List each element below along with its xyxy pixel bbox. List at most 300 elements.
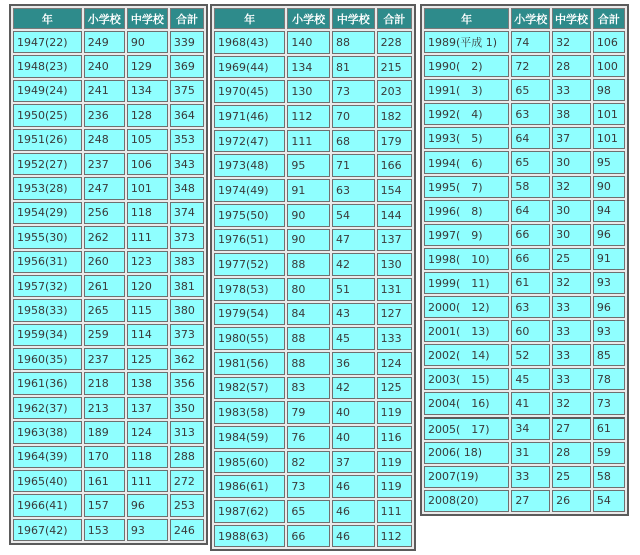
elementary-count-cell: 41 bbox=[511, 392, 550, 414]
elementary-count-cell: 79 bbox=[287, 401, 330, 424]
total-count-cell: 383 bbox=[170, 251, 204, 273]
total-count-cell: 369 bbox=[170, 55, 204, 77]
total-header: 合計 bbox=[170, 8, 204, 29]
junior-high-count-cell: 73 bbox=[332, 80, 375, 103]
table-row bbox=[214, 352, 412, 375]
junior-high-count-cell: 36 bbox=[332, 352, 375, 375]
elementary-count-cell: 237 bbox=[84, 348, 125, 370]
elementary-count-cell: 61 bbox=[511, 272, 550, 294]
junior-high-count-cell: 47 bbox=[332, 229, 375, 252]
year-cell: 1961(36) bbox=[13, 372, 82, 394]
table-row bbox=[13, 202, 204, 224]
elementary-count-cell: 65 bbox=[511, 79, 550, 101]
year-cell: 1947(22) bbox=[13, 31, 82, 53]
junior-high-count-cell: 26 bbox=[552, 490, 591, 512]
elementary-count-cell: 76 bbox=[287, 426, 330, 449]
junior-high-count-cell: 46 bbox=[332, 500, 375, 523]
junior-high-count-cell: 105 bbox=[127, 129, 168, 151]
total-count-cell: 73 bbox=[593, 392, 625, 414]
total-count-cell: 101 bbox=[593, 127, 625, 149]
total-count-cell: 364 bbox=[170, 104, 204, 126]
total-count-cell: 133 bbox=[377, 327, 412, 350]
total-count-cell: 179 bbox=[377, 130, 412, 153]
elementary-count-cell: 262 bbox=[84, 226, 125, 248]
junior-high-count-cell: 45 bbox=[332, 327, 375, 350]
junior-high-count-cell: 30 bbox=[552, 200, 591, 222]
year-cell: 2000( 12) bbox=[424, 296, 509, 318]
junior-high-count-cell: 129 bbox=[127, 55, 168, 77]
total-count-cell: 93 bbox=[593, 272, 625, 294]
junior-high-count-cell: 33 bbox=[552, 368, 591, 390]
total-count-cell: 288 bbox=[170, 446, 204, 468]
junior-high-count-cell: 88 bbox=[332, 31, 375, 54]
elementary-count-cell: 84 bbox=[287, 303, 330, 326]
junior-high-count-cell: 63 bbox=[332, 179, 375, 202]
table-header bbox=[13, 8, 204, 29]
junior-high-count-cell: 33 bbox=[552, 344, 591, 366]
elementary-count-cell: 90 bbox=[287, 229, 330, 252]
year-cell: 1996( 8) bbox=[424, 200, 509, 222]
total-count-cell: 373 bbox=[170, 226, 204, 248]
total-count-cell: 130 bbox=[377, 253, 412, 276]
year-cell: 1949(24) bbox=[13, 80, 82, 102]
junior-high-count-cell: 33 bbox=[552, 296, 591, 318]
elementary-count-cell: 80 bbox=[287, 278, 330, 301]
year-cell: 2007(19) bbox=[424, 466, 509, 488]
junior-high-count-cell: 134 bbox=[127, 80, 168, 102]
junior-high-count-cell: 118 bbox=[127, 446, 168, 468]
total-count-cell: 137 bbox=[377, 229, 412, 252]
table-row bbox=[424, 296, 625, 318]
year-cell: 1958(33) bbox=[13, 299, 82, 321]
total-count-cell: 313 bbox=[170, 421, 204, 443]
table-row bbox=[13, 397, 204, 419]
total-count-cell: 119 bbox=[377, 451, 412, 474]
elementary-count-cell: 34 bbox=[511, 417, 550, 440]
elementary-count-cell: 134 bbox=[287, 56, 330, 79]
elementary-count-cell: 88 bbox=[287, 327, 330, 350]
table-row bbox=[214, 426, 412, 449]
junior-high-count-cell: 101 bbox=[127, 177, 168, 199]
elementary-count-cell: 157 bbox=[84, 494, 125, 516]
table-row bbox=[214, 179, 412, 202]
table-row bbox=[13, 104, 204, 126]
elementary-count-cell: 27 bbox=[511, 490, 550, 512]
year-header: 年 bbox=[424, 8, 509, 29]
elementary-count-cell: 72 bbox=[511, 55, 550, 77]
year-cell: 1999( 11) bbox=[424, 272, 509, 294]
year-cell: 1962(37) bbox=[13, 397, 82, 419]
table-row bbox=[424, 248, 625, 270]
year-cell: 1969(44) bbox=[214, 56, 285, 79]
junior-high-header: 中学校 bbox=[127, 8, 168, 29]
elementary-count-cell: 218 bbox=[84, 372, 125, 394]
junior-high-count-cell: 33 bbox=[552, 320, 591, 342]
table-row bbox=[214, 451, 412, 474]
total-count-cell: 85 bbox=[593, 344, 625, 366]
year-cell: 1997( 9) bbox=[424, 224, 509, 246]
junior-high-count-cell: 114 bbox=[127, 324, 168, 346]
table-row bbox=[13, 80, 204, 102]
elementary-count-cell: 241 bbox=[84, 80, 125, 102]
table-row bbox=[424, 466, 625, 488]
total-count-cell: 339 bbox=[170, 31, 204, 53]
junior-high-count-cell: 25 bbox=[552, 466, 591, 488]
year-cell: 1951(26) bbox=[13, 129, 82, 151]
junior-high-count-cell: 70 bbox=[332, 105, 375, 128]
total-count-cell: 59 bbox=[593, 442, 625, 464]
junior-high-count-cell: 68 bbox=[332, 130, 375, 153]
elementary-count-cell: 261 bbox=[84, 275, 125, 297]
year-cell: 1977(52) bbox=[214, 253, 285, 276]
total-count-cell: 119 bbox=[377, 475, 412, 498]
total-count-cell: 375 bbox=[170, 80, 204, 102]
table-row bbox=[13, 129, 204, 151]
elementary-count-cell: 88 bbox=[287, 253, 330, 276]
junior-high-count-cell: 111 bbox=[127, 470, 168, 492]
junior-high-count-cell: 27 bbox=[552, 417, 591, 440]
total-count-cell: 381 bbox=[170, 275, 204, 297]
year-cell: 1967(42) bbox=[13, 519, 82, 541]
junior-high-count-cell: 37 bbox=[552, 127, 591, 149]
table-row bbox=[13, 226, 204, 248]
year-cell: 1964(39) bbox=[13, 446, 82, 468]
elementary-header: 小学校 bbox=[511, 8, 550, 29]
table-row bbox=[13, 177, 204, 199]
table-row bbox=[13, 31, 204, 53]
table-row bbox=[214, 31, 412, 54]
table-row bbox=[214, 56, 412, 79]
elementary-count-cell: 161 bbox=[84, 470, 125, 492]
year-cell: 2002( 14) bbox=[424, 344, 509, 366]
elementary-count-cell: 236 bbox=[84, 104, 125, 126]
table-row bbox=[214, 229, 412, 252]
table-row bbox=[424, 368, 625, 390]
table-row bbox=[214, 154, 412, 177]
total-count-cell: 90 bbox=[593, 176, 625, 198]
year-cell: 2008(20) bbox=[424, 490, 509, 512]
table-row bbox=[424, 200, 625, 222]
year-cell: 2005( 17) bbox=[424, 417, 509, 440]
total-count-cell: 93 bbox=[593, 320, 625, 342]
elementary-count-cell: 74 bbox=[511, 31, 550, 53]
elementary-header: 小学校 bbox=[84, 8, 125, 29]
junior-high-count-cell: 43 bbox=[332, 303, 375, 326]
total-count-cell: 96 bbox=[593, 224, 625, 246]
year-cell: 1988(63) bbox=[214, 525, 285, 548]
table-row bbox=[13, 251, 204, 273]
year-cell: 1952(27) bbox=[13, 153, 82, 175]
table-row bbox=[214, 80, 412, 103]
elementary-count-cell: 31 bbox=[511, 442, 550, 464]
elementary-count-cell: 265 bbox=[84, 299, 125, 321]
table-row bbox=[13, 275, 204, 297]
elementary-count-cell: 112 bbox=[287, 105, 330, 128]
total-count-cell: 380 bbox=[170, 299, 204, 321]
table-row bbox=[424, 272, 625, 294]
elementary-count-cell: 91 bbox=[287, 179, 330, 202]
year-cell: 1970(45) bbox=[214, 80, 285, 103]
elementary-count-cell: 58 bbox=[511, 176, 550, 198]
year-cell: 1991( 3) bbox=[424, 79, 509, 101]
year-cell: 1954(29) bbox=[13, 202, 82, 224]
table-body bbox=[214, 31, 412, 547]
year-cell: 1966(41) bbox=[13, 494, 82, 516]
year-cell: 1972(47) bbox=[214, 130, 285, 153]
table-row bbox=[214, 327, 412, 350]
elementary-count-cell: 260 bbox=[84, 251, 125, 273]
table-body bbox=[13, 31, 204, 541]
total-count-cell: 353 bbox=[170, 129, 204, 151]
total-count-cell: 94 bbox=[593, 200, 625, 222]
total-count-cell: 61 bbox=[593, 417, 625, 440]
total-count-cell: 96 bbox=[593, 296, 625, 318]
elementary-count-cell: 140 bbox=[287, 31, 330, 54]
total-count-cell: 111 bbox=[377, 500, 412, 523]
total-count-cell: 98 bbox=[593, 79, 625, 101]
total-count-cell: 203 bbox=[377, 80, 412, 103]
junior-high-count-cell: 71 bbox=[332, 154, 375, 177]
table-row bbox=[424, 490, 625, 512]
table-row bbox=[424, 55, 625, 77]
total-count-cell: 131 bbox=[377, 278, 412, 301]
year-cell: 1989(平成 1) bbox=[424, 31, 509, 53]
table-panel-1968-1988 bbox=[210, 4, 416, 551]
year-cell: 1948(23) bbox=[13, 55, 82, 77]
year-cell: 2004( 16) bbox=[424, 392, 509, 414]
junior-high-count-cell: 30 bbox=[552, 224, 591, 246]
table-row bbox=[424, 344, 625, 366]
year-cell: 2006( 18) bbox=[424, 442, 509, 464]
elementary-count-cell: 90 bbox=[287, 204, 330, 227]
elementary-count-cell: 66 bbox=[511, 248, 550, 270]
table-row bbox=[13, 299, 204, 321]
total-count-cell: 95 bbox=[593, 151, 625, 173]
year-cell: 1957(32) bbox=[13, 275, 82, 297]
junior-high-count-cell: 33 bbox=[552, 79, 591, 101]
junior-high-count-cell: 32 bbox=[552, 176, 591, 198]
table-row bbox=[214, 130, 412, 153]
elementary-count-cell: 130 bbox=[287, 80, 330, 103]
elementary-count-cell: 33 bbox=[511, 466, 550, 488]
elementary-count-cell: 65 bbox=[511, 151, 550, 173]
total-count-cell: 350 bbox=[170, 397, 204, 419]
elementary-count-cell: 63 bbox=[511, 103, 550, 125]
junior-high-count-cell: 118 bbox=[127, 202, 168, 224]
junior-high-count-cell: 93 bbox=[127, 519, 168, 541]
junior-high-count-cell: 125 bbox=[127, 348, 168, 370]
junior-high-count-cell: 28 bbox=[552, 55, 591, 77]
year-cell: 1975(50) bbox=[214, 204, 285, 227]
table-row bbox=[214, 204, 412, 227]
elementary-count-cell: 66 bbox=[511, 224, 550, 246]
junior-high-count-cell: 37 bbox=[332, 451, 375, 474]
elementary-count-cell: 66 bbox=[287, 525, 330, 548]
year-cell: 2001( 13) bbox=[424, 320, 509, 342]
total-count-cell: 78 bbox=[593, 368, 625, 390]
table-row bbox=[214, 377, 412, 400]
elementary-count-cell: 88 bbox=[287, 352, 330, 375]
year-cell: 1955(30) bbox=[13, 226, 82, 248]
table-row bbox=[13, 372, 204, 394]
total-count-cell: 119 bbox=[377, 401, 412, 424]
total-count-cell: 215 bbox=[377, 56, 412, 79]
total-header: 合計 bbox=[593, 8, 625, 29]
table-row bbox=[214, 500, 412, 523]
elementary-count-cell: 189 bbox=[84, 421, 125, 443]
elementary-count-cell: 111 bbox=[287, 130, 330, 153]
total-count-cell: 154 bbox=[377, 179, 412, 202]
table-row bbox=[424, 417, 625, 440]
total-count-cell: 144 bbox=[377, 204, 412, 227]
elementary-count-cell: 259 bbox=[84, 324, 125, 346]
header-row bbox=[13, 8, 204, 29]
table-row bbox=[214, 253, 412, 276]
elementary-count-cell: 45 bbox=[511, 368, 550, 390]
total-count-cell: 356 bbox=[170, 372, 204, 394]
total-count-cell: 91 bbox=[593, 248, 625, 270]
year-cell: 1985(60) bbox=[214, 451, 285, 474]
table-row bbox=[13, 348, 204, 370]
junior-high-count-cell: 54 bbox=[332, 204, 375, 227]
elementary-count-cell: 83 bbox=[287, 377, 330, 400]
total-count-cell: 112 bbox=[377, 525, 412, 548]
table-header bbox=[214, 8, 412, 29]
year-cell: 1963(38) bbox=[13, 421, 82, 443]
table-row bbox=[13, 470, 204, 492]
table-row bbox=[13, 494, 204, 516]
year-cell: 2003( 15) bbox=[424, 368, 509, 390]
year-cell: 1950(25) bbox=[13, 104, 82, 126]
year-cell: 1981(56) bbox=[214, 352, 285, 375]
table-row bbox=[424, 151, 625, 173]
year-cell: 1987(62) bbox=[214, 500, 285, 523]
table-row bbox=[424, 176, 625, 198]
table-row bbox=[424, 320, 625, 342]
table-body bbox=[424, 31, 625, 512]
table-row bbox=[13, 421, 204, 443]
total-count-cell: 373 bbox=[170, 324, 204, 346]
year-cell: 1994( 6) bbox=[424, 151, 509, 173]
elementary-count-cell: 95 bbox=[287, 154, 330, 177]
junior-high-count-cell: 106 bbox=[127, 153, 168, 175]
elementary-count-cell: 240 bbox=[84, 55, 125, 77]
elementary-count-cell: 213 bbox=[84, 397, 125, 419]
junior-high-header: 中学校 bbox=[332, 8, 375, 29]
year-cell: 1971(46) bbox=[214, 105, 285, 128]
school-count-table bbox=[212, 6, 414, 549]
junior-high-count-cell: 51 bbox=[332, 278, 375, 301]
elementary-count-cell: 65 bbox=[287, 500, 330, 523]
junior-high-count-cell: 124 bbox=[127, 421, 168, 443]
junior-high-count-cell: 42 bbox=[332, 377, 375, 400]
table-row bbox=[214, 303, 412, 326]
table-row bbox=[13, 519, 204, 541]
junior-high-count-cell: 123 bbox=[127, 251, 168, 273]
year-cell: 1978(53) bbox=[214, 278, 285, 301]
year-cell: 1995( 7) bbox=[424, 176, 509, 198]
total-count-cell: 58 bbox=[593, 466, 625, 488]
total-count-cell: 362 bbox=[170, 348, 204, 370]
year-cell: 1998( 10) bbox=[424, 248, 509, 270]
junior-high-count-cell: 46 bbox=[332, 475, 375, 498]
year-cell: 1973(48) bbox=[214, 154, 285, 177]
elementary-count-cell: 170 bbox=[84, 446, 125, 468]
year-cell: 1974(49) bbox=[214, 179, 285, 202]
junior-high-count-cell: 25 bbox=[552, 248, 591, 270]
table-row bbox=[424, 79, 625, 101]
year-cell: 1965(40) bbox=[13, 470, 82, 492]
year-cell: 1982(57) bbox=[214, 377, 285, 400]
year-header: 年 bbox=[214, 8, 285, 29]
header-row bbox=[214, 8, 412, 29]
table-row bbox=[214, 105, 412, 128]
junior-high-count-cell: 137 bbox=[127, 397, 168, 419]
year-cell: 1993( 5) bbox=[424, 127, 509, 149]
elementary-count-cell: 247 bbox=[84, 177, 125, 199]
year-cell: 1983(58) bbox=[214, 401, 285, 424]
year-cell: 1959(34) bbox=[13, 324, 82, 346]
table-row bbox=[13, 324, 204, 346]
year-cell: 1960(35) bbox=[13, 348, 82, 370]
total-count-cell: 374 bbox=[170, 202, 204, 224]
junior-high-count-cell: 96 bbox=[127, 494, 168, 516]
total-count-cell: 127 bbox=[377, 303, 412, 326]
year-cell: 1976(51) bbox=[214, 229, 285, 252]
table-row bbox=[424, 103, 625, 125]
junior-high-count-cell: 38 bbox=[552, 103, 591, 125]
total-count-cell: 124 bbox=[377, 352, 412, 375]
table-row bbox=[424, 31, 625, 53]
elementary-count-cell: 82 bbox=[287, 451, 330, 474]
total-count-cell: 253 bbox=[170, 494, 204, 516]
junior-high-count-cell: 28 bbox=[552, 442, 591, 464]
elementary-count-cell: 73 bbox=[287, 475, 330, 498]
elementary-header: 小学校 bbox=[287, 8, 330, 29]
year-cell: 1992( 4) bbox=[424, 103, 509, 125]
table-row bbox=[214, 475, 412, 498]
total-count-cell: 101 bbox=[593, 103, 625, 125]
year-cell: 1980(55) bbox=[214, 327, 285, 350]
junior-high-count-cell: 40 bbox=[332, 401, 375, 424]
elementary-count-cell: 248 bbox=[84, 129, 125, 151]
header-row bbox=[424, 8, 625, 29]
total-count-cell: 272 bbox=[170, 470, 204, 492]
school-count-table bbox=[11, 6, 206, 543]
elementary-count-cell: 237 bbox=[84, 153, 125, 175]
total-count-cell: 54 bbox=[593, 490, 625, 512]
elementary-count-cell: 60 bbox=[511, 320, 550, 342]
year-cell: 1956(31) bbox=[13, 251, 82, 273]
year-header: 年 bbox=[13, 8, 82, 29]
junior-high-header: 中学校 bbox=[552, 8, 591, 29]
junior-high-count-cell: 111 bbox=[127, 226, 168, 248]
table-row bbox=[424, 127, 625, 149]
table-panel-1989-2008 bbox=[420, 4, 629, 516]
table-row bbox=[13, 446, 204, 468]
elementary-count-cell: 64 bbox=[511, 200, 550, 222]
table-row bbox=[424, 392, 625, 414]
total-count-cell: 348 bbox=[170, 177, 204, 199]
table-header bbox=[424, 8, 625, 29]
total-count-cell: 343 bbox=[170, 153, 204, 175]
total-count-cell: 100 bbox=[593, 55, 625, 77]
table-row bbox=[424, 442, 625, 464]
year-cell: 1968(43) bbox=[214, 31, 285, 54]
total-count-cell: 246 bbox=[170, 519, 204, 541]
year-cell: 1979(54) bbox=[214, 303, 285, 326]
elementary-count-cell: 249 bbox=[84, 31, 125, 53]
